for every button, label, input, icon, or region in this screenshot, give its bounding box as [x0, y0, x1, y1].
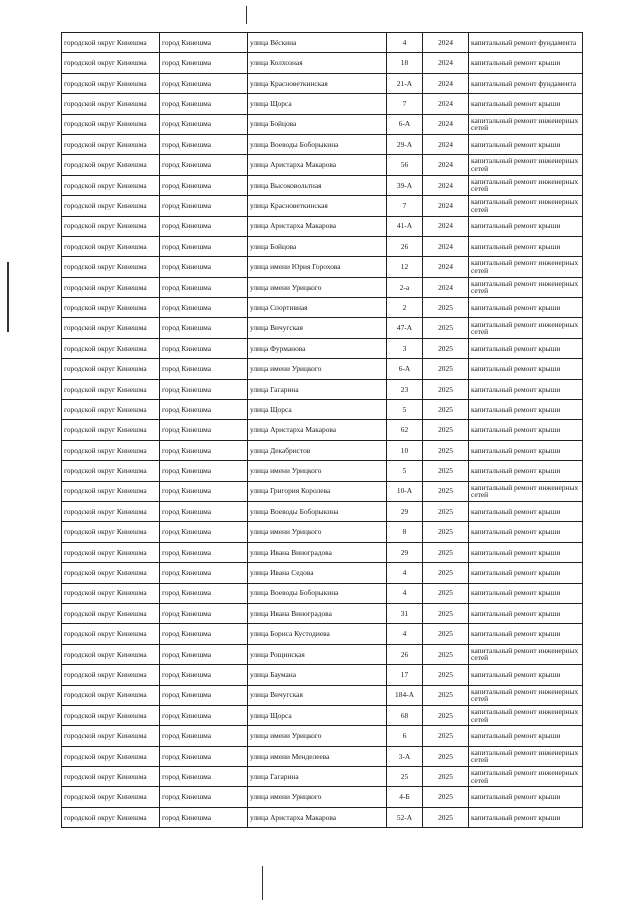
table-row — [62, 624, 583, 644]
house-number-cell: 68 — [387, 705, 423, 725]
table-row — [62, 196, 583, 216]
city-cell: город Кинешма — [160, 277, 248, 297]
work-type-cell: капитальный ремонт крыши — [469, 583, 583, 603]
year-cell: 2024 — [423, 175, 469, 195]
city-cell: город Кинешма — [160, 583, 248, 603]
work-type-cell: капитальный ремонт инженерных сетей — [469, 277, 583, 297]
street-cell: улица Ивана Виноградова — [248, 542, 387, 562]
table-row — [62, 114, 583, 134]
street-cell: улица имени Юрия Горохова — [248, 257, 387, 277]
district-cell: городской округ Кинешма — [62, 542, 160, 562]
work-type-cell: капитальный ремонт инженерных сетей — [469, 705, 583, 725]
work-type-cell: капитальный ремонт инженерных сетей — [469, 114, 583, 134]
street-cell: улица Щорса — [248, 705, 387, 725]
street-cell: улица Аристарха Макарова — [248, 155, 387, 175]
city-cell: город Кинешма — [160, 175, 248, 195]
street-cell: улица Аристарха Макарова — [248, 216, 387, 236]
street-cell: улица Григория Королева — [248, 481, 387, 501]
work-type-cell: капитальный ремонт крыши — [469, 338, 583, 358]
house-number-cell: 2-а — [387, 277, 423, 297]
district-cell: городской округ Кинешма — [62, 787, 160, 807]
table-row — [62, 440, 583, 460]
street-cell: улица Воеводы Боборыкина — [248, 583, 387, 603]
work-type-cell: капитальный ремонт инженерных сетей — [469, 644, 583, 664]
district-cell: городской округ Кинешма — [62, 379, 160, 399]
house-number-cell: 18 — [387, 53, 423, 73]
year-cell: 2025 — [423, 501, 469, 521]
city-cell: город Кинешма — [160, 746, 248, 766]
street-cell: улица Рощинская — [248, 644, 387, 664]
table-row — [62, 461, 583, 481]
house-number-cell: 29-А — [387, 134, 423, 154]
street-cell: улица Спортивная — [248, 298, 387, 318]
house-number-cell: 10 — [387, 440, 423, 460]
city-cell: город Кинешма — [160, 196, 248, 216]
street-cell: улица Воеводы Боборыкина — [248, 501, 387, 521]
year-cell: 2024 — [423, 134, 469, 154]
year-cell: 2024 — [423, 196, 469, 216]
year-cell: 2024 — [423, 53, 469, 73]
work-type-cell: капитальный ремонт инженерных сетей — [469, 175, 583, 195]
work-type-cell: капитальный ремонт инженерных сетей — [469, 318, 583, 338]
street-cell: улица Декабристов — [248, 440, 387, 460]
house-number-cell: 8 — [387, 522, 423, 542]
city-cell: город Кинешма — [160, 767, 248, 787]
house-number-cell: 6-А — [387, 114, 423, 134]
house-number-cell: 21-А — [387, 73, 423, 93]
work-type-cell: капитальный ремонт инженерных сетей — [469, 481, 583, 501]
street-cell: улица Вёскина — [248, 33, 387, 53]
house-number-cell: 4-Б — [387, 787, 423, 807]
year-cell: 2025 — [423, 298, 469, 318]
street-cell: улица Аристарха Макарова — [248, 807, 387, 827]
house-number-cell: 25 — [387, 767, 423, 787]
city-cell: город Кинешма — [160, 216, 248, 236]
house-number-cell: 62 — [387, 420, 423, 440]
work-type-cell: капитальный ремонт крыши — [469, 624, 583, 644]
street-cell: улица Щорса — [248, 94, 387, 114]
year-cell: 2025 — [423, 318, 469, 338]
table-row — [62, 522, 583, 542]
district-cell: городской округ Кинешма — [62, 33, 160, 53]
district-cell: городской округ Кинешма — [62, 481, 160, 501]
house-number-cell: 6-А — [387, 359, 423, 379]
city-cell: город Кинешма — [160, 318, 248, 338]
house-number-cell: 4 — [387, 624, 423, 644]
table-row — [62, 236, 583, 256]
district-cell: городской округ Кинешма — [62, 705, 160, 725]
work-type-cell: капитальный ремонт крыши — [469, 400, 583, 420]
table-row — [62, 379, 583, 399]
year-cell: 2025 — [423, 400, 469, 420]
district-cell: городской округ Кинешма — [62, 257, 160, 277]
street-cell: улица имени Урицкого — [248, 277, 387, 297]
street-cell: улица имени Урицкого — [248, 522, 387, 542]
street-cell: улица Воеводы Боборыкина — [248, 134, 387, 154]
city-cell: город Кинешма — [160, 53, 248, 73]
city-cell: город Кинешма — [160, 94, 248, 114]
city-cell: город Кинешма — [160, 236, 248, 256]
street-cell: улица имени Урицкого — [248, 726, 387, 746]
district-cell: городской округ Кинешма — [62, 236, 160, 256]
work-type-cell: капитальный ремонт инженерных сетей — [469, 685, 583, 705]
street-cell: улица имени Урицкого — [248, 359, 387, 379]
house-number-cell: 4 — [387, 583, 423, 603]
table-row — [62, 53, 583, 73]
table-row — [62, 400, 583, 420]
year-cell: 2025 — [423, 338, 469, 358]
district-cell: городской округ Кинешма — [62, 196, 160, 216]
work-type-cell: капитальный ремонт инженерных сетей — [469, 257, 583, 277]
work-type-cell: капитальный ремонт инженерных сетей — [469, 746, 583, 766]
work-type-cell: капитальный ремонт крыши — [469, 134, 583, 154]
city-cell: город Кинешма — [160, 787, 248, 807]
street-cell: улица Щорса — [248, 400, 387, 420]
work-type-cell: капитальный ремонт крыши — [469, 53, 583, 73]
year-cell: 2025 — [423, 379, 469, 399]
table-row — [62, 685, 583, 705]
work-type-cell: капитальный ремонт крыши — [469, 379, 583, 399]
table-row — [62, 338, 583, 358]
table-row — [62, 318, 583, 338]
district-cell: городской округ Кинешма — [62, 216, 160, 236]
street-cell: улица Колхозная — [248, 53, 387, 73]
year-cell: 2025 — [423, 359, 469, 379]
house-number-cell: 4 — [387, 563, 423, 583]
district-cell: городской округ Кинешма — [62, 440, 160, 460]
table-row — [62, 603, 583, 623]
district-cell: городской округ Кинешма — [62, 400, 160, 420]
scan-mark-top — [246, 6, 247, 24]
table-row — [62, 298, 583, 318]
street-cell: улица Бойцова — [248, 236, 387, 256]
district-cell: городской округ Кинешма — [62, 53, 160, 73]
district-cell: городской округ Кинешма — [62, 298, 160, 318]
city-cell: город Кинешма — [160, 563, 248, 583]
repair-schedule-table — [61, 32, 583, 828]
year-cell: 2025 — [423, 787, 469, 807]
house-number-cell: 29 — [387, 501, 423, 521]
year-cell: 2025 — [423, 624, 469, 644]
year-cell: 2025 — [423, 522, 469, 542]
work-type-cell: капитальный ремонт крыши — [469, 359, 583, 379]
table-row — [62, 665, 583, 685]
table-row — [62, 257, 583, 277]
house-number-cell: 3 — [387, 338, 423, 358]
year-cell: 2025 — [423, 420, 469, 440]
house-number-cell: 12 — [387, 257, 423, 277]
street-cell: улица Красноветкинская — [248, 196, 387, 216]
district-cell: городской округ Кинешма — [62, 359, 160, 379]
city-cell: город Кинешма — [160, 298, 248, 318]
table-body — [62, 33, 583, 828]
city-cell: город Кинешма — [160, 73, 248, 93]
street-cell: улица Баумана — [248, 665, 387, 685]
city-cell: город Кинешма — [160, 685, 248, 705]
work-type-cell: капитальный ремонт крыши — [469, 420, 583, 440]
district-cell: городской округ Кинешма — [62, 277, 160, 297]
work-type-cell: капитальный ремонт крыши — [469, 542, 583, 562]
year-cell: 2024 — [423, 94, 469, 114]
year-cell: 2025 — [423, 542, 469, 562]
district-cell: городской округ Кинешма — [62, 603, 160, 623]
city-cell: город Кинешма — [160, 807, 248, 827]
work-type-cell: капитальный ремонт крыши — [469, 603, 583, 623]
table-row — [62, 134, 583, 154]
year-cell: 2025 — [423, 767, 469, 787]
city-cell: город Кинешма — [160, 603, 248, 623]
street-cell: улица Аристарха Макарова — [248, 420, 387, 440]
city-cell: город Кинешма — [160, 379, 248, 399]
table-row — [62, 644, 583, 664]
city-cell: город Кинешма — [160, 440, 248, 460]
table-row — [62, 787, 583, 807]
city-cell: город Кинешма — [160, 481, 248, 501]
district-cell: городской округ Кинешма — [62, 73, 160, 93]
table-row — [62, 542, 583, 562]
year-cell: 2025 — [423, 461, 469, 481]
city-cell: город Кинешма — [160, 644, 248, 664]
district-cell: городской округ Кинешма — [62, 501, 160, 521]
city-cell: город Кинешма — [160, 705, 248, 725]
table-row — [62, 216, 583, 236]
house-number-cell: 7 — [387, 94, 423, 114]
year-cell: 2024 — [423, 155, 469, 175]
work-type-cell: капитальный ремонт крыши — [469, 522, 583, 542]
work-type-cell: капитальный ремонт крыши — [469, 563, 583, 583]
street-cell: улица Красноветкинская — [248, 73, 387, 93]
year-cell: 2025 — [423, 807, 469, 827]
house-number-cell: 47-А — [387, 318, 423, 338]
table-row — [62, 563, 583, 583]
work-type-cell: капитальный ремонт фундамента — [469, 73, 583, 93]
house-number-cell: 7 — [387, 196, 423, 216]
work-type-cell: капитальный ремонт крыши — [469, 298, 583, 318]
city-cell: город Кинешма — [160, 665, 248, 685]
house-number-cell: 6 — [387, 726, 423, 746]
house-number-cell: 29 — [387, 542, 423, 562]
district-cell: городской округ Кинешма — [62, 624, 160, 644]
work-type-cell: капитальный ремонт крыши — [469, 726, 583, 746]
city-cell: город Кинешма — [160, 114, 248, 134]
year-cell: 2025 — [423, 603, 469, 623]
work-type-cell: капитальный ремонт фундамента — [469, 33, 583, 53]
street-cell: улица Гагарина — [248, 379, 387, 399]
work-type-cell: капитальный ремонт крыши — [469, 94, 583, 114]
scan-mark-left — [7, 262, 9, 332]
work-type-cell: капитальный ремонт инженерных сетей — [469, 196, 583, 216]
work-type-cell: капитальный ремонт инженерных сетей — [469, 767, 583, 787]
year-cell: 2025 — [423, 440, 469, 460]
year-cell: 2025 — [423, 644, 469, 664]
district-cell: городской округ Кинешма — [62, 420, 160, 440]
district-cell: городской округ Кинешма — [62, 685, 160, 705]
district-cell: городской округ Кинешма — [62, 746, 160, 766]
street-cell: улица Ивана Седова — [248, 563, 387, 583]
table-row — [62, 807, 583, 827]
work-type-cell: капитальный ремонт инженерных сетей — [469, 155, 583, 175]
year-cell: 2024 — [423, 236, 469, 256]
district-cell: городской округ Кинешма — [62, 563, 160, 583]
house-number-cell: 5 — [387, 400, 423, 420]
table-row — [62, 583, 583, 603]
city-cell: город Кинешма — [160, 257, 248, 277]
house-number-cell: 17 — [387, 665, 423, 685]
street-cell: улица Ивана Виноградова — [248, 603, 387, 623]
city-cell: город Кинешма — [160, 542, 248, 562]
district-cell: городской округ Кинешма — [62, 461, 160, 481]
table-row — [62, 767, 583, 787]
house-number-cell: 26 — [387, 644, 423, 664]
district-cell: городской округ Кинешма — [62, 767, 160, 787]
city-cell: город Кинешма — [160, 134, 248, 154]
city-cell: город Кинешма — [160, 400, 248, 420]
district-cell: городской округ Кинешма — [62, 134, 160, 154]
street-cell: улица Высоковольтная — [248, 175, 387, 195]
year-cell: 2025 — [423, 563, 469, 583]
house-number-cell: 5 — [387, 461, 423, 481]
city-cell: город Кинешма — [160, 501, 248, 521]
city-cell: город Кинешма — [160, 461, 248, 481]
district-cell: городской округ Кинешма — [62, 114, 160, 134]
year-cell: 2025 — [423, 726, 469, 746]
table-row — [62, 33, 583, 53]
table-row — [62, 175, 583, 195]
year-cell: 2025 — [423, 665, 469, 685]
district-cell: городской округ Кинешма — [62, 94, 160, 114]
house-number-cell: 56 — [387, 155, 423, 175]
city-cell: город Кинешма — [160, 155, 248, 175]
work-type-cell: капитальный ремонт крыши — [469, 665, 583, 685]
table-row — [62, 726, 583, 746]
house-number-cell: 10-А — [387, 481, 423, 501]
year-cell: 2025 — [423, 481, 469, 501]
house-number-cell: 39-А — [387, 175, 423, 195]
street-cell: улица Гагарина — [248, 767, 387, 787]
work-type-cell: капитальный ремонт крыши — [469, 236, 583, 256]
work-type-cell: капитальный ремонт крыши — [469, 461, 583, 481]
year-cell: 2024 — [423, 277, 469, 297]
district-cell: городской округ Кинешма — [62, 583, 160, 603]
district-cell: городской округ Кинешма — [62, 318, 160, 338]
table-row — [62, 501, 583, 521]
table-row — [62, 359, 583, 379]
table-row — [62, 481, 583, 501]
work-type-cell: капитальный ремонт крыши — [469, 440, 583, 460]
district-cell: городской округ Кинешма — [62, 155, 160, 175]
year-cell: 2025 — [423, 746, 469, 766]
house-number-cell: 31 — [387, 603, 423, 623]
year-cell: 2025 — [423, 583, 469, 603]
table-row — [62, 705, 583, 725]
table-row — [62, 94, 583, 114]
year-cell: 2024 — [423, 257, 469, 277]
house-number-cell: 2 — [387, 298, 423, 318]
street-cell: улица Бойцова — [248, 114, 387, 134]
house-number-cell: 52-А — [387, 807, 423, 827]
house-number-cell: 184-А — [387, 685, 423, 705]
city-cell: город Кинешма — [160, 522, 248, 542]
city-cell: город Кинешма — [160, 33, 248, 53]
year-cell: 2024 — [423, 216, 469, 236]
street-cell: улица имени Урицкого — [248, 461, 387, 481]
table-row — [62, 420, 583, 440]
district-cell: городской округ Кинешма — [62, 338, 160, 358]
table-row — [62, 746, 583, 766]
street-cell: улица имени Урицкого — [248, 787, 387, 807]
district-cell: городской округ Кинешма — [62, 807, 160, 827]
house-number-cell: 26 — [387, 236, 423, 256]
work-type-cell: капитальный ремонт крыши — [469, 787, 583, 807]
district-cell: городской округ Кинешма — [62, 644, 160, 664]
street-cell: улица имени Менделеева — [248, 746, 387, 766]
city-cell: город Кинешма — [160, 726, 248, 746]
city-cell: город Кинешма — [160, 420, 248, 440]
district-cell: городской округ Кинешма — [62, 175, 160, 195]
city-cell: город Кинешма — [160, 338, 248, 358]
table-row — [62, 277, 583, 297]
street-cell: улица Фурманова — [248, 338, 387, 358]
district-cell: городской округ Кинешма — [62, 726, 160, 746]
year-cell: 2025 — [423, 705, 469, 725]
year-cell: 2024 — [423, 33, 469, 53]
district-cell: городской округ Кинешма — [62, 522, 160, 542]
work-type-cell: капитальный ремонт крыши — [469, 807, 583, 827]
street-cell: улица Вичугская — [248, 685, 387, 705]
year-cell: 2025 — [423, 685, 469, 705]
house-number-cell: 23 — [387, 379, 423, 399]
street-cell: улица Вичугская — [248, 318, 387, 338]
city-cell: город Кинешма — [160, 624, 248, 644]
table-row — [62, 73, 583, 93]
house-number-cell: 3-А — [387, 746, 423, 766]
house-number-cell: 4 — [387, 33, 423, 53]
street-cell: улица Бориса Кустодиева — [248, 624, 387, 644]
year-cell: 2024 — [423, 114, 469, 134]
work-type-cell: капитальный ремонт крыши — [469, 501, 583, 521]
work-type-cell: капитальный ремонт крыши — [469, 216, 583, 236]
district-cell: городской округ Кинешма — [62, 665, 160, 685]
city-cell: город Кинешма — [160, 359, 248, 379]
table-row — [62, 155, 583, 175]
scan-mark-bottom — [262, 866, 263, 900]
year-cell: 2024 — [423, 73, 469, 93]
house-number-cell: 41-А — [387, 216, 423, 236]
